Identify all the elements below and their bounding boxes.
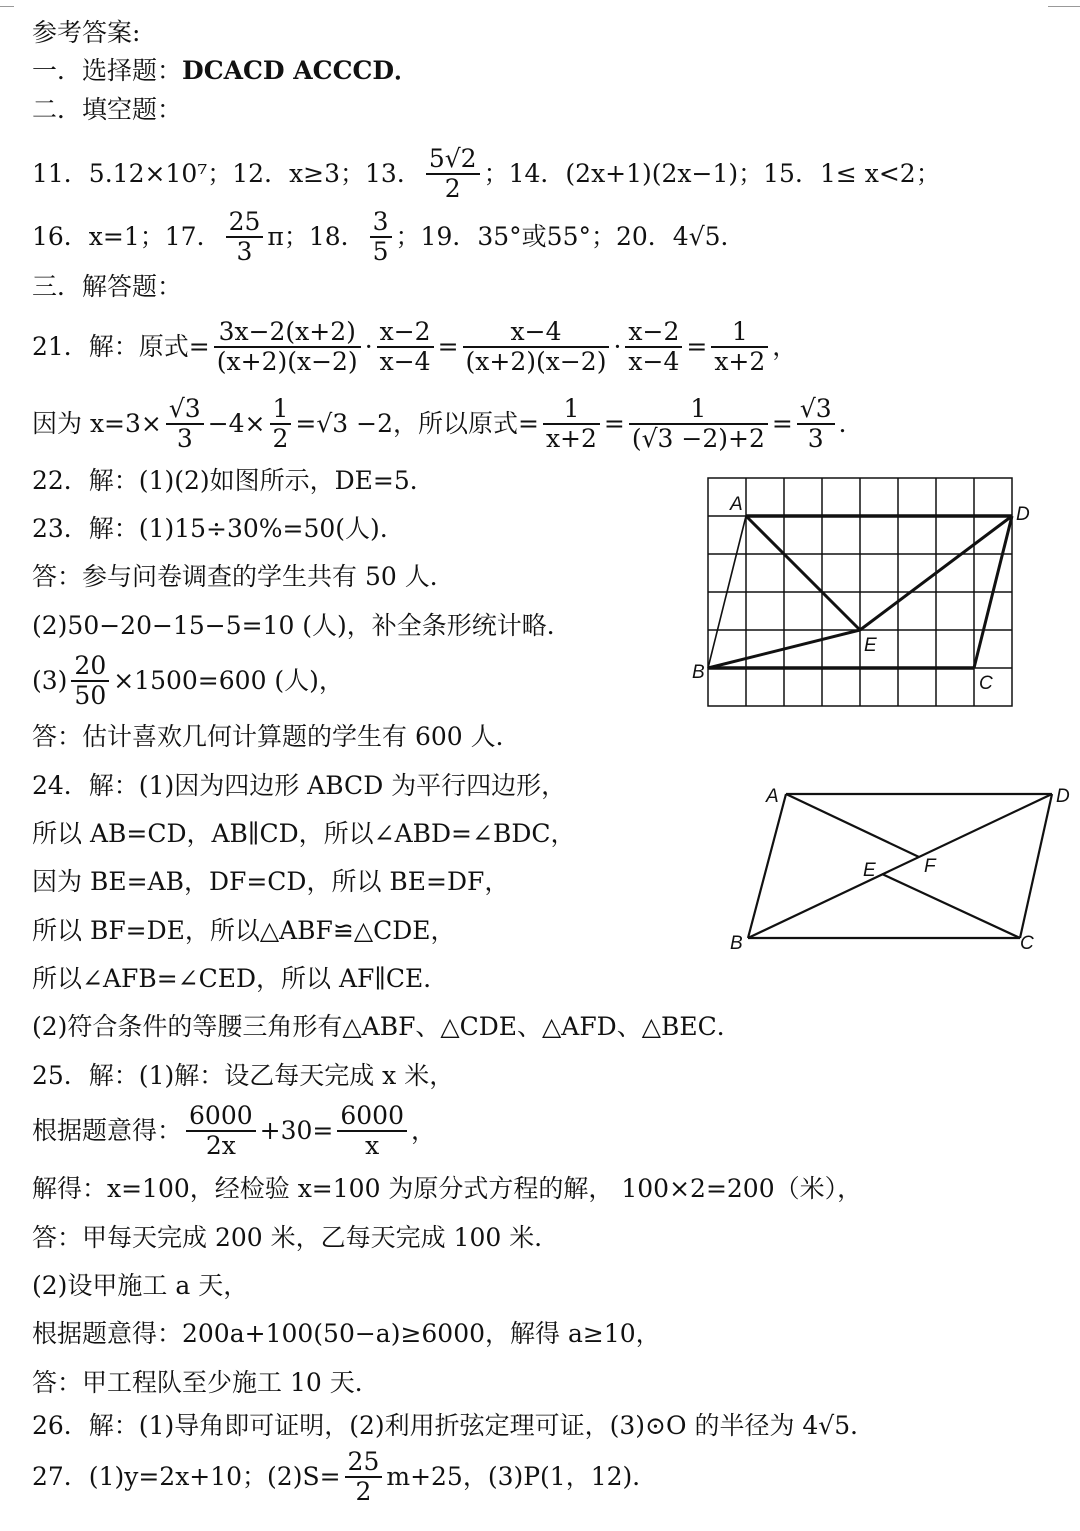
fraction-denominator: (x+2)(x−2)	[216, 347, 358, 376]
fraction-denominator: 2	[272, 424, 289, 453]
q23-line-2: 答：参与问卷调查的学生共有 50 人．	[32, 562, 455, 591]
fraction-numerator: 5√2	[426, 145, 480, 175]
side-CD	[1020, 794, 1052, 938]
fraction	[629, 395, 768, 453]
section3-label: 三．解答题：	[32, 272, 183, 301]
text-segment: ×1500=600 (人)，	[113, 666, 344, 695]
label-B: B	[730, 933, 743, 954]
text-segment: 27．(1)y=2x+10；(2)S=	[32, 1462, 341, 1491]
fraction-denominator: x+2	[714, 347, 766, 376]
q24-line-6: (2)符合条件的等腰三角形有△ABF、△CDE、△AFD、△BEC．	[32, 1012, 742, 1041]
text-segment: ·	[613, 332, 622, 361]
fraction	[186, 1102, 256, 1160]
text-segment: −4×	[207, 409, 266, 438]
label-C: C	[1020, 933, 1034, 954]
fraction-numerator: 1	[629, 395, 768, 425]
text-segment: =√3 −2，所以原式=	[295, 409, 539, 438]
fraction-denominator: 2	[355, 1477, 372, 1506]
fraction-numerator: x−2	[377, 318, 434, 348]
fraction-q17	[226, 208, 264, 266]
q24-line-3: 因为 BE=AB，DF=CD，所以 BE=DF，	[32, 867, 510, 896]
fill-blank-line-2	[32, 208, 746, 266]
segment-AF	[786, 794, 919, 857]
fraction-numerator: 25	[226, 208, 264, 238]
fraction	[270, 395, 292, 453]
text-segment: +30=	[259, 1116, 334, 1145]
q21-line-1	[32, 318, 797, 376]
section2-label: 二．填空题：	[32, 95, 183, 124]
text-segment: (3)	[32, 666, 68, 695]
section1-label: 一．选择题：	[32, 56, 183, 85]
fraction-denominator: x−4	[628, 347, 680, 376]
fraction-denominator: 3	[807, 424, 824, 453]
fraction-denominator: 5	[372, 237, 389, 266]
fill-blank-line-1	[32, 145, 941, 203]
q25-line-4: 答：甲每天完成 200 米，乙每天完成 100 米．	[32, 1223, 560, 1252]
label-C: C	[979, 673, 993, 694]
fraction-denominator: 3	[176, 424, 193, 453]
q25-line-5: (2)设甲施工 a 天，	[32, 1271, 249, 1300]
fraction	[345, 1448, 383, 1506]
fraction-q18	[370, 208, 392, 266]
text-segment: ，	[772, 332, 798, 361]
label-A: A	[730, 494, 743, 515]
fraction-numerator: 6000	[186, 1102, 256, 1132]
fraction	[166, 395, 204, 453]
fraction-numerator: 25	[345, 1448, 383, 1478]
text-segment: ，	[410, 1116, 436, 1145]
fraction	[711, 318, 768, 376]
fraction	[797, 395, 835, 453]
text-segment: =	[437, 332, 459, 361]
side-AB	[748, 794, 786, 938]
q24-line-1: 24．解：(1)因为四边形 ABCD 为平行四边形，	[32, 771, 567, 800]
q23-line-1: 23．解：(1)15÷30%=50(人)．	[32, 514, 405, 543]
fraction	[543, 395, 600, 453]
q22-line: 22．解：(1)(2)如图所示，DE=5．	[32, 466, 435, 495]
fraction-numerator: 20	[71, 652, 109, 682]
label-D: D	[1016, 504, 1030, 525]
text-segment: ·	[364, 332, 373, 361]
fraction-denominator: (√3 −2)+2	[631, 424, 765, 453]
q24-line-5: 所以∠AFB=∠CED，所以 AF∥CE．	[32, 964, 449, 993]
fraction-numerator: 1	[543, 395, 600, 425]
fraction-denominator: (x+2)(x−2)	[465, 347, 607, 376]
text-segment: =	[686, 332, 708, 361]
scan-edge-mark-left	[0, 6, 14, 7]
text-segment: 因为 x=3×	[32, 409, 162, 438]
q23-line-4	[32, 652, 344, 710]
label-E: E	[864, 635, 877, 656]
diagonal-BD	[748, 794, 1052, 938]
q24-line-2: 所以 AB=CD，AB∥CD，所以∠ABD=∠BDC，	[32, 819, 576, 848]
fraction-numerator: √3	[166, 395, 204, 425]
fraction	[625, 318, 682, 376]
text-segment: =	[603, 409, 625, 438]
label-A: A	[766, 786, 779, 807]
label-D: D	[1056, 786, 1070, 807]
q21-line-2	[32, 395, 864, 453]
fraction	[377, 318, 434, 376]
segment-EC	[882, 874, 1020, 938]
answer-title: 参考答案:	[32, 18, 141, 47]
fraction-numerator: 1	[270, 395, 292, 425]
text-segment: π；18．	[267, 222, 366, 251]
q25-line-7: 答：甲工程队至少施工 10 天．	[32, 1368, 380, 1397]
q26-line: 26．解：(1)导角即可证明，(2)利用折弦定理可证，(3)⊙O 的半径为 4√5．	[32, 1411, 876, 1440]
text-segment: m+25，(3)P(1，12)．	[386, 1462, 658, 1491]
fraction-numerator: x−2	[625, 318, 682, 348]
text-segment: 根据题意得：	[32, 1116, 183, 1145]
fraction	[71, 652, 109, 710]
section1-line	[32, 56, 419, 86]
fraction-denominator: x−4	[379, 347, 431, 376]
fraction-denominator: 2x	[205, 1131, 236, 1160]
fraction-denominator: x	[365, 1131, 380, 1160]
q24-line-4: 所以 BF=DE，所以△ABF≌△CDE，	[32, 916, 456, 945]
fraction-numerator: x−4	[463, 318, 610, 348]
grid	[708, 478, 1012, 706]
fraction-numerator: 6000	[337, 1102, 407, 1132]
text-segment: ；14．(2x+1)(2x−1)；15．1≤ x<2；	[483, 159, 941, 188]
q23-line-3: (2)50−20−15−5=10 (人)，补全条形统计略．	[32, 611, 572, 640]
fraction-q13	[426, 145, 480, 203]
grid-figure-q22	[690, 470, 1050, 720]
label-F: F	[924, 856, 936, 877]
q23-line-5: 答：估计喜欢几何计算题的学生有 600 人．	[32, 722, 521, 751]
fraction-numerator: 3	[370, 208, 392, 238]
q27-line	[32, 1448, 657, 1506]
scan-edge-mark-right	[1048, 6, 1080, 7]
figure-lines	[748, 794, 1052, 938]
text-segment: 16．x=1；17．	[32, 222, 222, 251]
q25-line-2	[32, 1102, 436, 1160]
fraction-denominator: 3	[236, 237, 253, 266]
fraction-denominator: x+2	[545, 424, 597, 453]
text-segment: 11．5.12×10⁷；12．x≥3；13．	[32, 159, 422, 188]
text-segment: ；19．35°或55°；20．4√5．	[395, 222, 746, 251]
fraction	[337, 1102, 407, 1160]
text-segment: ．	[838, 409, 864, 438]
text-segment: =	[771, 409, 793, 438]
section1-answers: DCACD ACCCD．	[182, 56, 420, 85]
q25-line-1: 25．解：(1)解：设乙每天完成 x 米，	[32, 1061, 455, 1090]
q25-line-3: 解得：x=100，经检验 x=100 为原分式方程的解， 100×2=200（米），	[32, 1174, 863, 1203]
fraction	[214, 318, 361, 376]
label-E: E	[863, 860, 876, 881]
q25-line-6: 根据题意得：200a+100(50−a)≥6000，解得 a≥10，	[32, 1319, 661, 1348]
parallelogram-figure-q24	[720, 778, 1080, 958]
fraction-denominator: 2	[444, 174, 461, 203]
fraction-numerator: 3x−2(x+2)	[214, 318, 361, 348]
label-B: B	[692, 662, 705, 683]
fraction-numerator: 1	[711, 318, 768, 348]
fraction	[463, 318, 610, 376]
fraction-numerator: √3	[797, 395, 835, 425]
fraction-denominator: 50	[74, 681, 107, 710]
segment-AE	[746, 516, 860, 630]
text-segment: 21．解：原式=	[32, 332, 210, 361]
